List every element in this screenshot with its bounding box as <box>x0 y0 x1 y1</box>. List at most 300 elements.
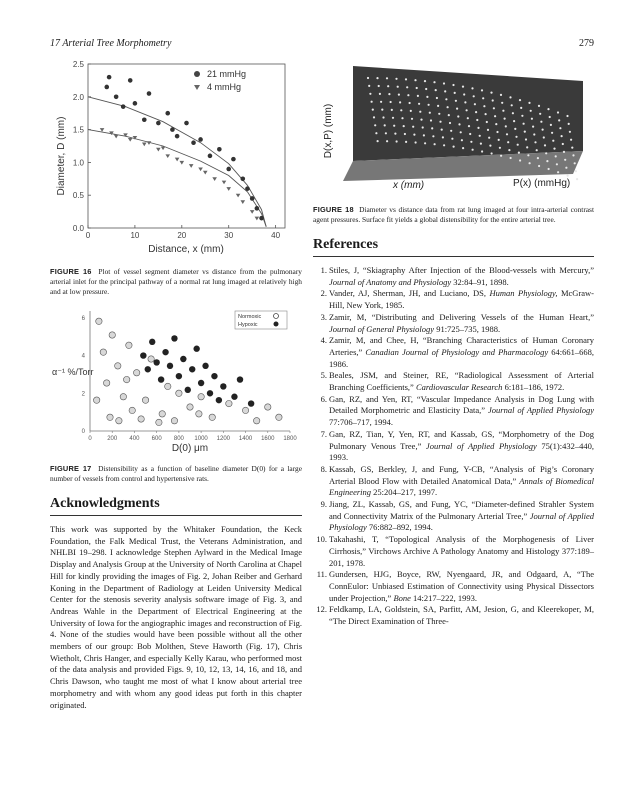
fig18-surface-point <box>469 133 471 135</box>
fig18-surface-point <box>409 102 411 104</box>
fig18-surface-point <box>391 109 393 111</box>
fig18-surface-point <box>513 120 515 122</box>
fig18-surface-point <box>439 121 441 123</box>
fig18-surface-point <box>398 94 400 96</box>
figure-18-surface-plot <box>313 56 594 196</box>
fig18-surface-point <box>385 132 387 134</box>
fig16-point-4mmHg <box>255 217 260 221</box>
fig18-surface-point <box>392 117 394 119</box>
reference-details: 76:882–892, 1994. <box>366 522 433 533</box>
fig18-surface-point <box>505 125 507 127</box>
fig16-point-21mmHg <box>198 137 203 142</box>
fig18-surface-point <box>447 106 449 108</box>
reference-text: Zamir, M, “Distributing and Delivering Vessels of the Human Heart,” <box>329 311 594 322</box>
fig18-surface-point <box>533 133 535 135</box>
fig16-point-21mmHg <box>217 147 222 152</box>
reference-details: 25:204–217, 1997. <box>371 487 438 498</box>
fig18-surface-point <box>443 82 445 84</box>
fig18-surface-point <box>405 78 407 80</box>
fig18-surface-point <box>474 103 476 105</box>
fig18-surface-point <box>550 124 552 126</box>
fig18-surface-point <box>384 124 386 126</box>
fig18-surface-point <box>547 108 549 110</box>
legend-label-21mmHg: 21 mmHg <box>207 69 247 79</box>
fig18-surface-point <box>472 149 474 151</box>
fig18-surface-point <box>509 96 511 98</box>
fig18-surface-point <box>501 102 503 104</box>
fig17-point-hypoxic <box>248 400 254 406</box>
fig17-legend <box>235 311 287 329</box>
fig18-surface-point <box>529 162 531 164</box>
reference-details: 64:661–668, 1986. <box>329 346 594 369</box>
reference-details: 75(1):432–440, 1993. <box>329 440 594 463</box>
fig18-surface-point <box>534 141 536 143</box>
fig17-point-normoxic <box>126 342 132 348</box>
fig18-surface-point <box>542 129 544 131</box>
fig17-point-hypoxic <box>193 346 199 352</box>
acknowledgments-section <box>50 496 302 711</box>
reference-number: 12. <box>316 604 327 615</box>
fig18-surface-point <box>463 93 465 95</box>
fig16-legend <box>194 69 246 92</box>
fig18-surface-point <box>551 132 553 134</box>
fig17-point-hypoxic <box>185 387 191 393</box>
reference-text: Gan, RZ, Tian, Y, Yen, RT, and Kassab, GS, “Morphometry of the Dog Pulmonary Venous Tree,” <box>329 428 594 451</box>
fig18-surface-point <box>455 100 457 102</box>
fig18-surface-point <box>407 94 409 96</box>
reference-journal: Journal of Anatomy and Physiology <box>329 276 452 287</box>
fig17-point-hypoxic <box>158 376 164 382</box>
fig18-surface-point <box>490 92 492 94</box>
fig18-surface-point <box>473 95 475 97</box>
reference-text: Stiles, J, “Skiagraphy After Injection of the Blood-vessels with Mercury,” <box>329 265 594 275</box>
fig18-surface-point <box>452 84 454 86</box>
fig18-surface-point <box>405 141 407 143</box>
figure-16-caption <box>50 267 302 297</box>
reference-number: 1. <box>320 265 327 275</box>
figure-18-caption <box>313 205 594 225</box>
fig18-surface-point <box>397 86 399 88</box>
figure-16-caption-text: Plot of vessel segment diameter vs distance from the pulmonary arterial inlet for the principal pathway of a normal rat lung imaged at relatively high and at low pressure. <box>50 267 302 296</box>
fig18-surface-point <box>367 77 369 79</box>
fig18-surface-point <box>404 133 406 135</box>
fig18-surface-point <box>481 89 483 91</box>
legend-marker-normoxic <box>274 314 279 319</box>
fig18-surface-point <box>464 101 466 103</box>
fig16-point-21mmHg <box>156 121 161 126</box>
reference-number: 6. <box>320 393 327 404</box>
reference-text: Vander, AJ, Sherman, JH, and Luciano, DS, <box>329 288 490 299</box>
legend-label-hypoxic: Hypoxic <box>238 322 258 328</box>
legend-marker-4mmHg <box>194 85 200 90</box>
fig17-point-hypoxic <box>153 359 159 365</box>
reference-list <box>313 265 594 628</box>
reference-item <box>313 370 594 393</box>
fig16-point-21mmHg <box>114 95 119 100</box>
fig16-fit-curve-21mmHg <box>88 97 266 227</box>
reference-text: Takahashi, T, “Topological Analysis of the Morphogenesis of Liver Cirrhosis,” Virchows Archive A Pathology Anatomy and Histology 377:189–201, 1978. <box>329 534 594 568</box>
fig18-surface-point <box>373 116 375 118</box>
fig18-surface-point <box>556 163 558 165</box>
reference-journal: Journal of General Physiology <box>329 323 435 334</box>
fig18-surface-point <box>462 86 464 88</box>
fig18-surface-point <box>371 101 373 103</box>
fig18-surface-point <box>444 90 446 92</box>
fig17-x-tick-label: 0 <box>88 436 92 442</box>
fig18-surface-point <box>575 170 577 172</box>
fig17-point-hypoxic <box>202 363 208 369</box>
fig18-surface-point <box>432 135 434 137</box>
fig18-surface-point <box>486 121 488 123</box>
fig18-surface-point <box>369 93 371 95</box>
reference-number: 10. <box>316 534 327 545</box>
fig17-x-tick-label: 1000 <box>194 436 208 442</box>
fig17-marks <box>93 318 282 426</box>
fig17-point-hypoxic <box>220 383 226 389</box>
fig18-surface-point <box>536 149 538 151</box>
legend-marker-21mmHg <box>194 71 200 77</box>
reference-item <box>313 429 594 464</box>
fig16-y-tick-label: 2.0 <box>72 92 84 102</box>
fig16-xlabel: Distance, x (mm) <box>148 244 224 255</box>
fig18-surface-point <box>495 123 497 125</box>
references-heading: References <box>313 237 379 252</box>
reference-details: 77:706–717, 1994. <box>329 417 393 428</box>
fig16-point-4mmHg <box>226 187 231 191</box>
fig18-surface-point <box>451 138 453 140</box>
fig16-point-21mmHg <box>191 140 196 145</box>
fig18-surface-point <box>572 154 574 156</box>
fig16-y-tick-label: 0.0 <box>72 224 84 233</box>
fig16-point-21mmHg <box>231 157 236 162</box>
fig18-surface-point <box>538 105 540 107</box>
fig18-surface-point <box>368 85 370 87</box>
fig18-surface-point <box>553 148 555 150</box>
fig17-x-tick-label: 800 <box>173 436 184 442</box>
fig18-surface-point <box>420 119 422 121</box>
fig16-point-4mmHg <box>198 167 203 171</box>
acknowledgments-text: This work was supported by the Whitaker Foundation, the Keck Foundation, the Falk Medical Trust, the Veterans Administration, and NHLBI 19–298. I acknowledge Stephen Aylward in the Medical Image Display and Analysis Group at the University of North Carolina at Chapel Hill for kindly providing the images of Fig. 2, Johan Reiber and Gerhard Koning in the Department of Radiology at Leiden University Medical Center for the stenosis severity analysis software image of Fig. 3, and Andreas Wahle in the Department of Electrical Engineering at the University of Iowa for the angiographic images and reconstruction of Fig. 4. None of the studies would have been possible without all the other members of our group: Bob Molthen, Steve Haworth (Fig. 17), Chris Wietholt, Chris Hanger, and especially Kelly Karau, who performed most of the data analysis and provided Figs. 9, 10, 12, 13, 14, 16, and 18, and Chris Dawson, who taught me most of what I know about arterial tree morphometry and with whom any good ideas put forth in this chapter originated. <box>50 524 302 710</box>
fig18-surface-point <box>500 94 502 96</box>
fig16-point-4mmHg <box>165 154 170 158</box>
figure-17-caption-text: Distensibility as a function of baseline diameter D(0) for a large number of vessels from control and hypertensive rats. <box>50 464 302 483</box>
fig16-y-tick-label: 1.0 <box>72 158 84 168</box>
fig17-point-hypoxic <box>198 380 204 386</box>
fig18-surface-point <box>411 118 413 120</box>
fig18-surface-point <box>564 159 566 161</box>
fig16-point-21mmHg <box>142 117 147 122</box>
fig18-surface-point <box>500 155 502 157</box>
fig18-surface-point <box>480 143 482 145</box>
fig18-surface-point <box>515 136 517 138</box>
legend-marker-hypoxic <box>274 322 279 327</box>
reference-number: 3. <box>320 311 327 322</box>
fig16-point-21mmHg <box>107 75 112 80</box>
fig17-point-normoxic <box>100 349 106 355</box>
fig18-surface-point <box>557 111 559 113</box>
fig16-point-21mmHg <box>121 104 126 109</box>
fig18-surface-point <box>475 111 477 113</box>
fig18-surface-point <box>548 168 550 170</box>
fig18-surface-point <box>422 126 424 128</box>
reference-text: Zamir, M, and Chee, H, “Branching Characteristics of Human Coronary Arteries,” <box>329 335 594 357</box>
fig17-point-normoxic <box>123 376 129 382</box>
reference-text: Kassab, GS, Berkley, J, and Fung, Y-CB, “Analysis of Pig’s Coronary Arterial Blood Flow with Detailed Anatomical Data,” <box>329 463 594 486</box>
fig16-point-4mmHg <box>203 171 208 175</box>
fig17-point-normoxic <box>133 370 139 376</box>
fig18-surface-point <box>520 107 522 109</box>
fig18-surface-point <box>430 119 432 121</box>
fig18-surface-point <box>532 126 534 128</box>
fig18-surface-point <box>431 127 433 129</box>
fig18-surface-point <box>574 162 576 164</box>
fig18-surface-point <box>508 149 510 151</box>
fig18-surface-point <box>380 101 382 103</box>
fig16-point-4mmHg <box>142 143 147 147</box>
fig17-point-hypoxic <box>176 373 182 379</box>
fig17-xlabel: D(0) μm <box>171 443 209 454</box>
fig18-surface-point <box>555 155 557 157</box>
fig17-point-hypoxic <box>237 376 243 382</box>
fig17-point-normoxic <box>196 411 202 417</box>
fig18-surface-point <box>435 89 437 91</box>
fig18-surface-point <box>449 122 451 124</box>
fig18-surface-point <box>466 109 468 111</box>
legend-label-4mmHg: 4 mmHg <box>207 82 242 92</box>
fig18-surface-point <box>543 136 545 138</box>
fig18-surface-point <box>489 145 491 147</box>
fig17-x-tick-label: 1800 <box>283 436 297 442</box>
fig18-surface-point <box>390 101 392 103</box>
fig18-surface-point <box>470 141 472 143</box>
fig18-surface-point <box>424 80 426 82</box>
fig18-surface-point <box>537 157 539 159</box>
fig17-point-normoxic <box>165 383 171 389</box>
fig17-point-hypoxic <box>216 397 222 403</box>
fig16-point-21mmHg <box>133 101 138 106</box>
fig16-point-21mmHg <box>255 206 260 211</box>
fig18-surface-point <box>434 143 436 145</box>
figure-18-caption-text: Diameter vs distance data from rat lung imaged at four intra-arterial contrast agent pressures. Surface fit yields a global distensibility for the entire arterial tree. <box>313 205 594 224</box>
fig17-point-normoxic <box>171 418 177 424</box>
fig17-point-normoxic <box>209 414 215 420</box>
fig18-surface-point <box>381 109 383 111</box>
fig17-x-tick-label: 1400 <box>238 436 253 442</box>
fig18-surface-point <box>376 77 378 79</box>
fig18-surface-point <box>386 77 388 79</box>
fig18-surface-point <box>571 147 573 149</box>
fig17-point-normoxic <box>109 332 115 338</box>
fig17-point-normoxic <box>96 318 102 324</box>
fig17-point-normoxic <box>103 380 109 386</box>
fig18-surface-point <box>526 146 528 148</box>
fig17-point-normoxic <box>253 418 259 424</box>
fig16-point-21mmHg <box>240 177 245 182</box>
reference-item <box>313 464 594 499</box>
fig18-surface-point <box>565 167 567 169</box>
reference-text: Gan, RZ, and Yen, RT, “Vascular Impedance Analysis in Dog Lung with Detailed Morphometric and Elasticity Data,” <box>329 393 594 416</box>
fig16-y-tick-label: 0.5 <box>72 191 84 201</box>
fig18-surface-point <box>481 150 483 152</box>
fig17-point-normoxic <box>93 397 99 403</box>
fig18-surface-point <box>494 115 496 117</box>
fig17-point-hypoxic <box>162 349 168 355</box>
reference-journal: Cardiovascular Research <box>415 382 503 393</box>
fig17-point-normoxic <box>156 419 162 425</box>
fig17-y-tick-label: 0 <box>81 429 85 435</box>
figure-18-label: FIGURE 18 <box>313 205 354 214</box>
fig16-point-4mmHg <box>175 158 180 162</box>
fig18-surface-point <box>418 103 420 105</box>
fig18-surface-point <box>549 116 551 118</box>
fig18-surface-point <box>458 123 460 125</box>
fig18-surface-point <box>419 111 421 113</box>
fig17-point-normoxic <box>187 404 193 410</box>
fig18-surface-point <box>570 139 572 141</box>
fig18-surface-point <box>413 134 415 136</box>
fig18-surface-point <box>523 123 525 125</box>
fig18-surface-point <box>396 140 398 142</box>
fig18-surface-point <box>546 160 548 162</box>
reference-journal: Journal of Applied Physiology <box>329 510 595 533</box>
fig17-axes <box>82 311 298 442</box>
reference-item <box>313 604 594 627</box>
fig16-point-4mmHg <box>212 177 217 181</box>
fig18-surface-point <box>552 140 554 142</box>
fig16-point-21mmHg <box>175 134 180 139</box>
fig16-ylabel: Diameter, D (mm) <box>56 116 67 196</box>
fig18-surface-point <box>454 92 456 94</box>
fig17-point-normoxic <box>115 363 121 369</box>
fig16-point-21mmHg <box>184 121 189 126</box>
fig16-point-21mmHg <box>226 167 231 172</box>
fig18-surface-point <box>374 124 376 126</box>
fig18-surface-point <box>453 146 455 148</box>
fig18-surface-point <box>538 165 540 167</box>
fig18-surface-point <box>393 125 395 127</box>
fig17-x-tick-label: 400 <box>129 436 140 442</box>
fig16-point-21mmHg <box>128 78 133 83</box>
figure-17-label: FIGURE 17 <box>50 464 92 473</box>
fig17-y-tick-label: 4 <box>81 353 85 360</box>
fig17-x-tick-label: 1200 <box>216 436 231 442</box>
fig18-surface-point <box>544 144 546 146</box>
fig18-surface-point <box>502 110 504 112</box>
fig18-surface-point <box>539 113 541 115</box>
reference-item <box>313 534 594 569</box>
fig17-y-tick-label: 6 <box>81 315 85 322</box>
fig18-surface-point <box>476 119 478 121</box>
fig18-surface-point <box>488 137 490 139</box>
fig17-point-normoxic <box>198 394 204 400</box>
fig17-point-normoxic <box>129 407 135 413</box>
fig16-marks <box>88 75 266 227</box>
fig18-surface-point <box>492 99 494 101</box>
fig18-surface-point <box>372 109 374 111</box>
fig18-surface-point <box>442 136 444 138</box>
reference-number: 9. <box>320 499 327 510</box>
fig18-surface-point <box>511 104 513 106</box>
reference-details: 91:725–735, 1988. <box>434 323 501 334</box>
fig16-point-4mmHg <box>161 146 166 150</box>
fig18-surface <box>343 66 583 181</box>
fig18-surface-point <box>493 107 495 109</box>
fig18-surface-point <box>471 87 473 89</box>
fig17-point-hypoxic <box>167 363 173 369</box>
fig18-surface-point <box>527 154 529 156</box>
fig18-surface-point <box>525 138 527 140</box>
fig16-point-21mmHg <box>170 127 175 132</box>
fig18-surface-point <box>412 126 414 128</box>
fig18-x-axis-label: x (mm) <box>393 180 425 191</box>
fig16-point-4mmHg <box>100 128 105 132</box>
fig17-point-hypoxic <box>211 373 217 379</box>
references-section <box>313 237 594 628</box>
fig18-surface-point <box>425 88 427 90</box>
fig18-surface-point <box>406 86 408 88</box>
chapter-title: 17 Arterial Tree Morphometry <box>50 38 172 49</box>
fig18-surface-point <box>415 141 417 143</box>
fig18-surface-point <box>388 93 390 95</box>
fig18-surface-point <box>517 144 519 146</box>
fig16-point-4mmHg <box>240 200 245 204</box>
fig18-surface-point <box>483 105 485 107</box>
fig18-surface-point <box>482 97 484 99</box>
fig18-surface-point <box>510 157 512 159</box>
fig16-point-4mmHg <box>236 194 241 198</box>
fig18-surface-point <box>377 140 379 142</box>
left-column <box>50 56 302 711</box>
fig18-surface-point <box>566 115 568 117</box>
fig17-y-tick-label: 2 <box>81 391 85 398</box>
figure-17-chart <box>50 305 302 455</box>
figure-16-chart <box>50 56 302 256</box>
fig18-surface-point <box>414 79 416 81</box>
reference-journal: Bone <box>393 592 411 603</box>
fig18-surface-point <box>561 135 563 137</box>
figure-17-caption <box>50 464 302 484</box>
fig17-point-normoxic <box>120 394 126 400</box>
fig18-surface-point <box>460 131 462 133</box>
fig18-surface-point <box>504 118 506 120</box>
fig18-back-wall <box>353 66 583 161</box>
fig18-surface-point <box>386 140 388 142</box>
fig18-surface-point <box>563 151 565 153</box>
fig18-surface-point <box>428 104 430 106</box>
reference-item <box>313 288 594 311</box>
fig17-point-hypoxic <box>207 390 213 396</box>
fig18-surface-point <box>562 143 564 145</box>
fig18-surface-point <box>528 102 530 104</box>
fig17-point-normoxic <box>107 414 113 420</box>
fig18-surface-point <box>394 133 396 135</box>
reference-number: 7. <box>320 428 327 439</box>
reference-item <box>313 312 594 335</box>
references-rule <box>313 256 594 257</box>
fig18-surface-point <box>429 112 431 114</box>
fig16-point-21mmHg <box>250 196 255 201</box>
reference-journal: Journal of Applied Physiology <box>488 405 594 416</box>
fig18-surface-point <box>433 81 435 83</box>
fig17-point-normoxic <box>138 416 144 422</box>
fig18-surface-point <box>395 78 397 80</box>
fig18-surface-point <box>457 115 459 117</box>
fig18-surface-point <box>530 110 532 112</box>
fig17-point-hypoxic <box>171 335 177 341</box>
figure-16-label: FIGURE 16 <box>50 267 92 276</box>
fig17-point-hypoxic <box>149 339 155 345</box>
fig18-surface-point <box>467 117 469 119</box>
